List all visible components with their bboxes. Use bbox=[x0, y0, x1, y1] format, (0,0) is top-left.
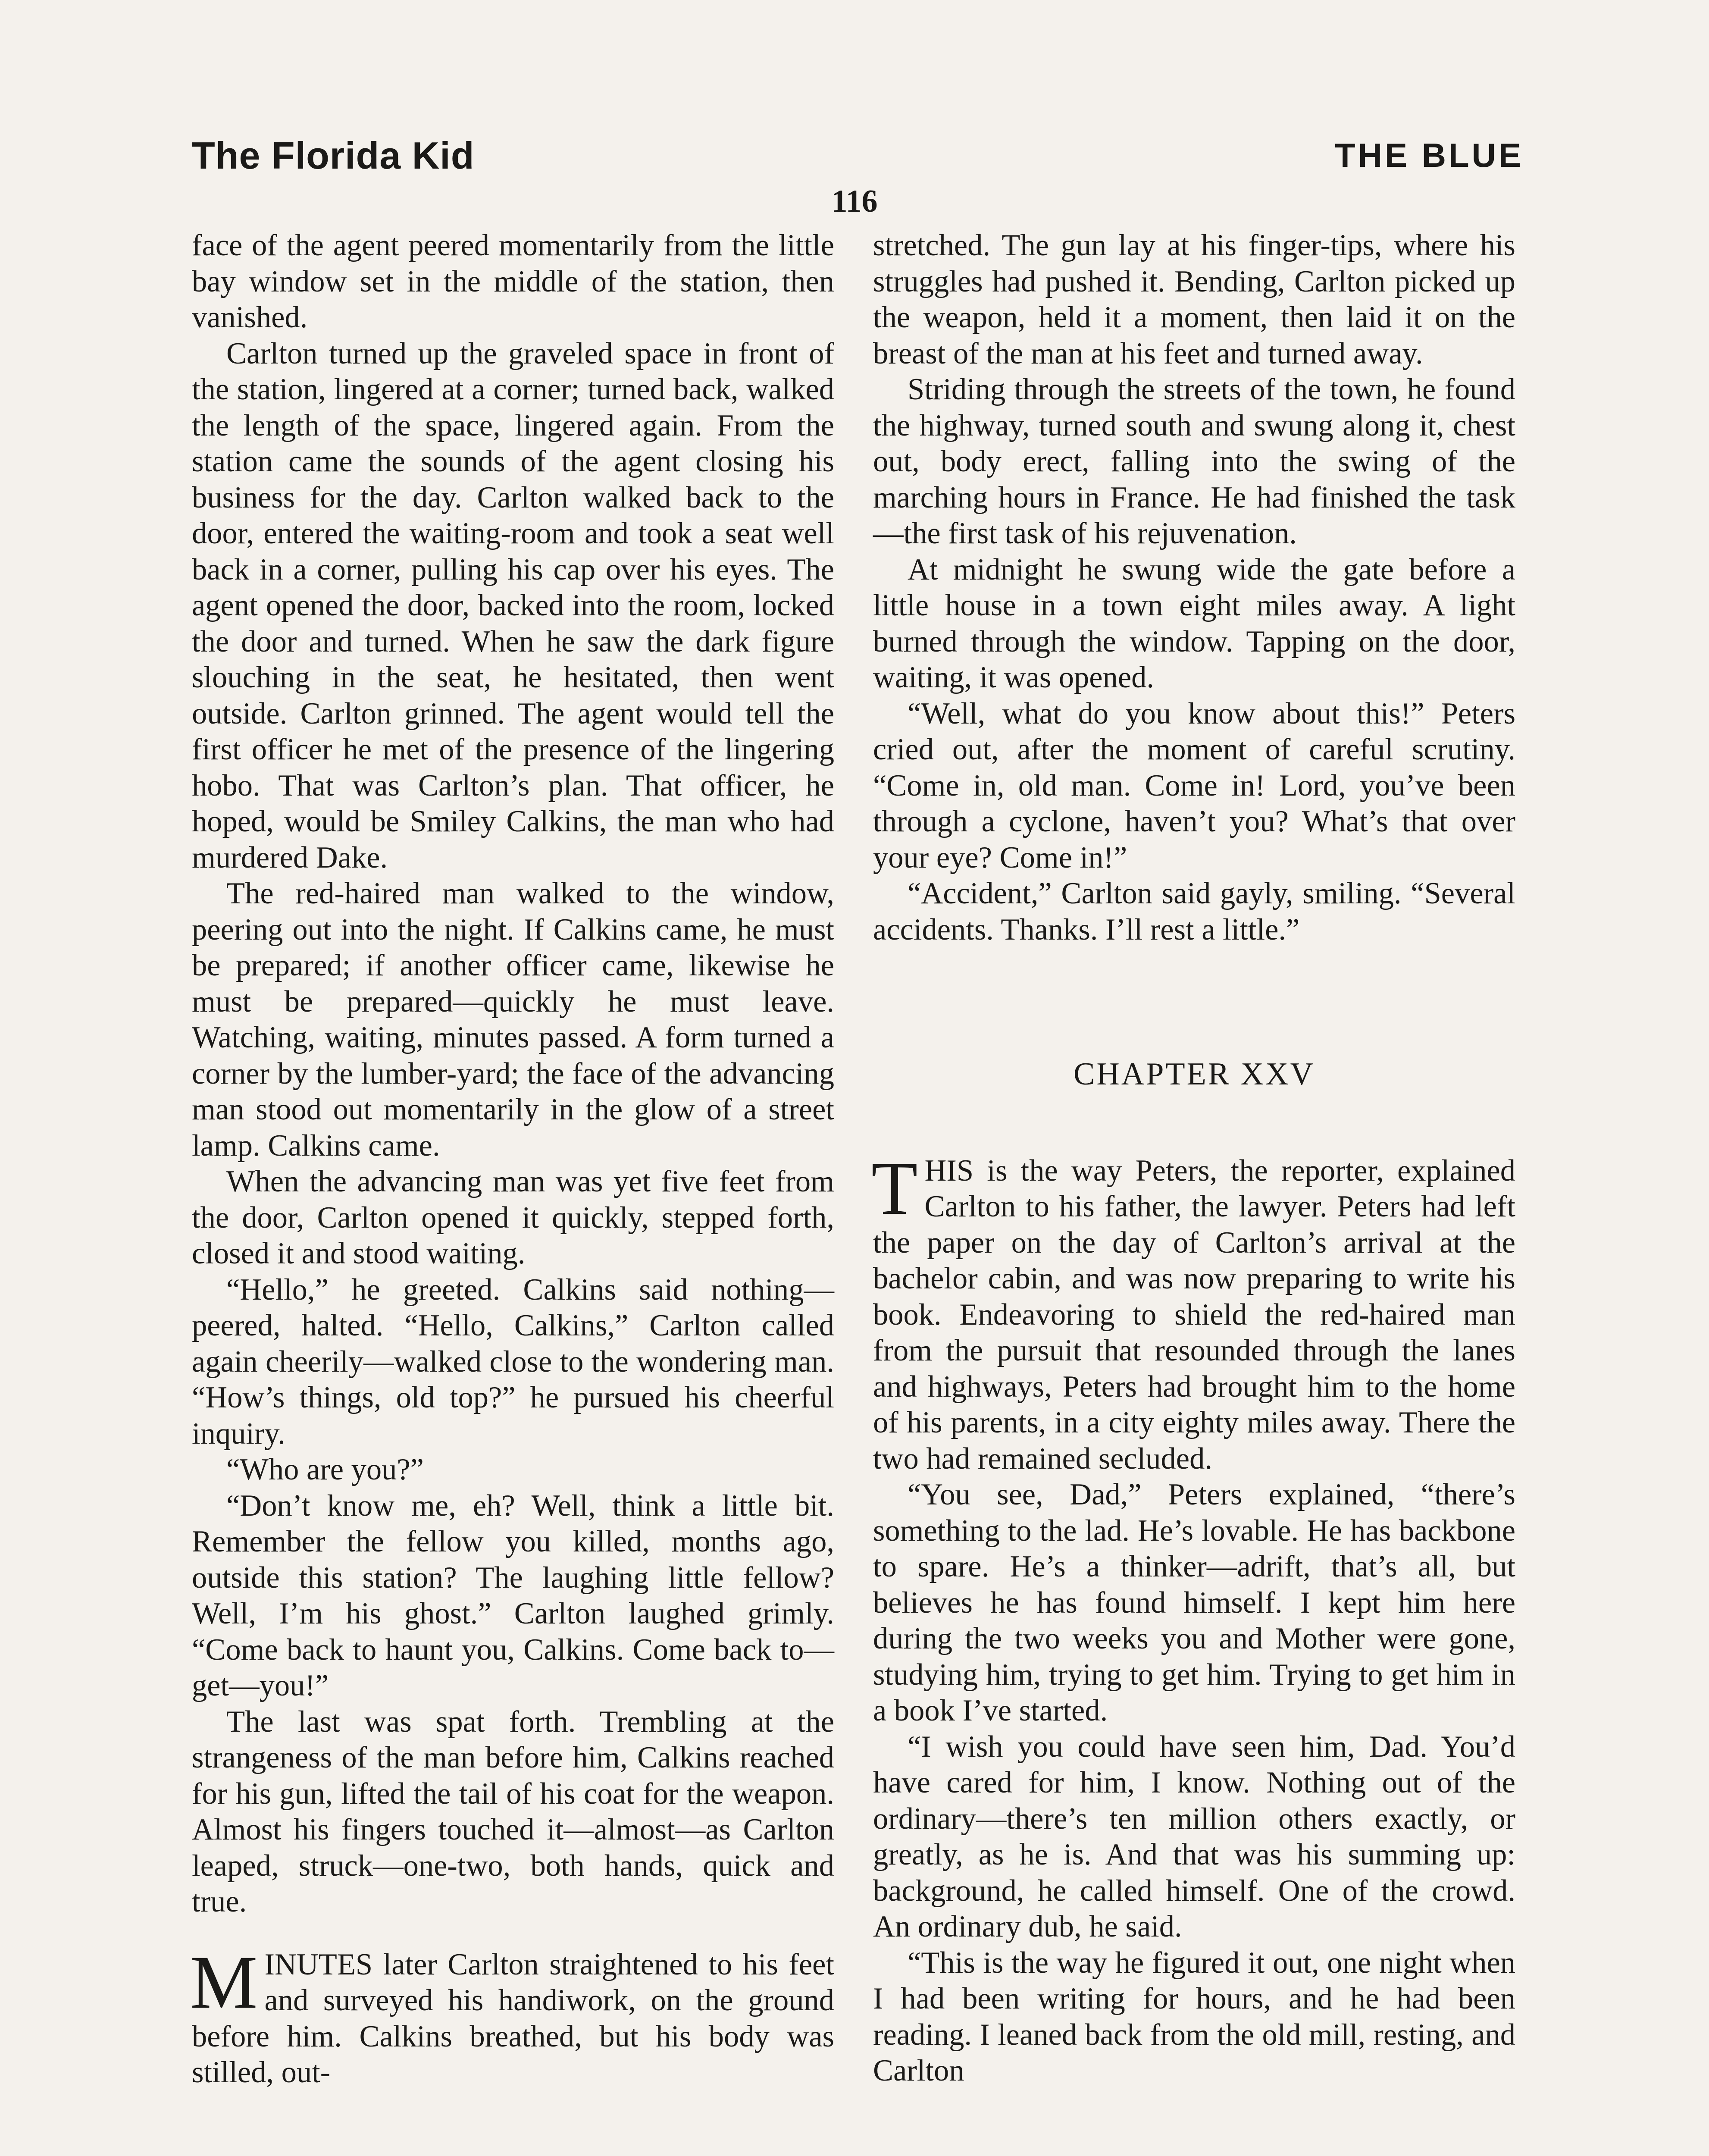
paragraph: “Hello,” he greeted. Calkins said nothing—peered, halted. “Hello, Calkins,” Carlton called again cheerily—walked close to the wondering man. “How’s things, old top?” he pursued his cheerful inquiry. bbox=[192, 1272, 834, 1451]
section-text: INUTES later Carlton straightened to his feet and surveyed his handiwork, on the ground before him. Calkins breathed, but his body was stilled, out- bbox=[192, 1947, 834, 2089]
paragraph: “Accident,” Carlton said gayly, smiling. “Several accidents. Thanks. I’ll rest a little.” bbox=[873, 877, 1515, 946]
paragraph: “Well, what do you know about this!” Peters cried out, after the moment of careful scrutiny. “Come in, old man. Come in! Lord, you’ve been through a cyclone, haven’t you? What’s that over your eye? Come in!” bbox=[873, 696, 1515, 874]
drop-cap-initial: T bbox=[871, 1146, 918, 1231]
paragraph: “Who are you?” bbox=[226, 1453, 424, 1486]
paragraph: face of the agent peered momentarily from the little bay window set in the middle of the station, then vanished. bbox=[192, 229, 834, 334]
running-title-right: THE BLUE bbox=[1335, 136, 1524, 174]
right-column bbox=[873, 228, 1515, 2089]
paragraph: “You see, Dad,” Peters explained, “there’s something to the lad. He’s lovable. He has backbone to spare. He’s a thinker—adrift, that’s all, but believes he has found himself. I kept him here during the two weeks you and Mother were gone, studying him, trying to get him. Trying to get him in a book I’ve started. bbox=[873, 1478, 1515, 1727]
paragraph: At midnight he swung wide the gate before a little house in a town eight miles away. A light burned through the window. Tapping on the door, waiting, it was opened. bbox=[873, 552, 1515, 694]
chapter-opening-text: HIS is the way Peters, the reporter, explained Carlton to his father, the lawyer. Peters had left the paper on the day of Carlton’s arrival at the bachelor cabin, and was now preparing to write his book. Endeavoring to shield the red-haired man from the pursuit that resounded through the lanes and highways, Peters had brought him to the home of his parents, in a city eighty miles away. There the two had remained secluded. bbox=[873, 1153, 1515, 1476]
chapter-opening-paragraph bbox=[871, 1146, 1515, 1477]
paragraph: Carlton turned up the graveled space in front of the station, lingered at a corner; turned back, walked the length of the space, lingered again. From the station came the sounds of the agent closing his business for the day. Carlton walked back to the door, entered the waiting-room and took a seat well back in a corner, pulling his cap over his eyes. The agent opened the door, backed into the room, locked the door and turned. When he saw the dark figure slouching in the seat, he hesitated, then went outside. Carlton grinned. The agent would tell the first officer he met of the presence of the lingering hobo. That was Carlton’s plan. That officer, he hoped, would be Smiley Calkins, the man who had murdered Dake. bbox=[192, 336, 834, 874]
paragraph: stretched. The gun lay at his finger-tips, where his struggles had pushed it. Bending, Carlton picked up the weapon, held it a moment, then laid it on the breast of the man at his feet and turned away. bbox=[873, 229, 1515, 370]
paragraph: Striding through the streets of the town, he found the highway, turned south and swung along it, chest out, body erect, falling into the swing of the marching hours in France. He had finished the task—the first task of his rejuvenation. bbox=[873, 373, 1515, 550]
section-break-paragraph bbox=[190, 1940, 834, 2091]
running-title-left: The Florida Kid bbox=[192, 134, 475, 177]
paragraph: “I wish you could have seen him, Dad. You’d have cared for him, I know. Nothing out of the ordinary—there’s ten million others exactly, or greatly, as he is. And that was his summing up: background, he called himself. One of the crowd. An ordinary dub, he said. bbox=[873, 1730, 1515, 1943]
drop-cap-initial: M bbox=[190, 1940, 258, 2024]
paragraph: The red-haired man walked to the window, peering out into the night. If Calkins came, he must be prepared; if another officer came, likewise he must be prepared—quickly he must leave. Watching, waiting, minutes passed. A form turned a corner by the lumber-yard; the face of the advancing man stood out momentarily in the glow of a street lamp. Calkins came. bbox=[192, 877, 834, 1163]
chapter-heading: CHAPTER XXV bbox=[1074, 1056, 1315, 1092]
paragraph: “Don’t know me, eh? Well, think a little bit. Remember the fellow you killed, months ago, outside this station? The laughing little fellow? Well, I’m his ghost.” Carlton laughed grimly. “Come back to haunt you, Calkins. Come back to—get—you!” bbox=[192, 1489, 834, 1702]
paragraph: “This is the way he figured it out, one night when I had been writing for hours, and he had been reading. I leaned back from the old mill, resting, and Carlton bbox=[873, 1946, 1515, 2087]
page-number: 116 bbox=[831, 184, 878, 219]
paragraph: When the advancing man was yet five feet from the door, Carlton opened it quickly, stepped forth, closed it and stood waiting. bbox=[192, 1165, 834, 1270]
left-column bbox=[192, 228, 834, 2091]
paragraph: The last was spat forth. Trembling at the strangeness of the man before him, Calkins reached for his gun, lifted the tail of his coat for the weapon. Almost his fingers touched it—almost—as Carlton leaped, struck—one-two, both hands, quick and true. bbox=[192, 1705, 834, 1918]
